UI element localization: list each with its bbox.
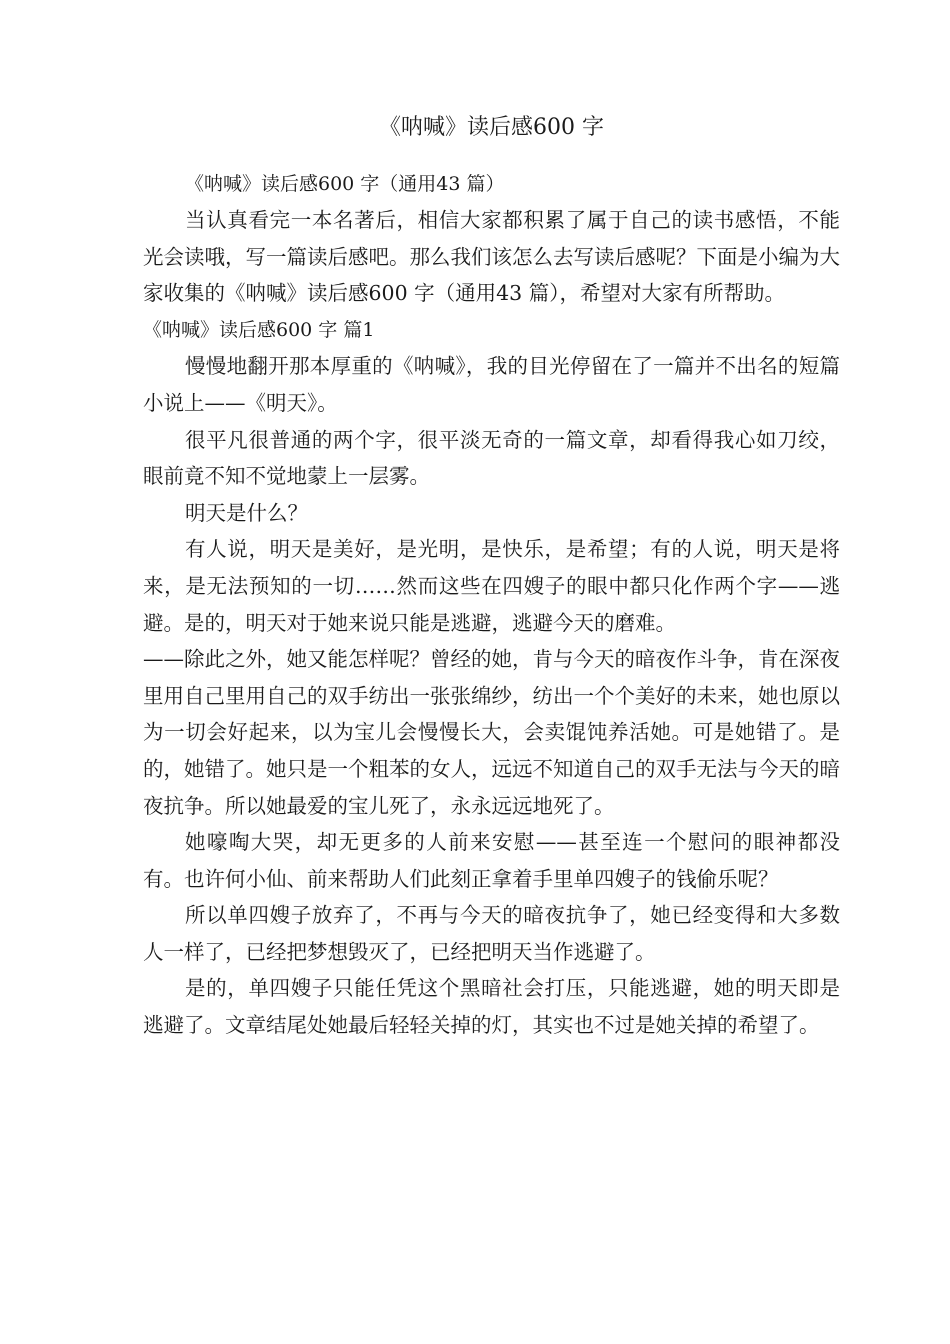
page-title: 《呐喊》读后感600 字 <box>379 115 604 140</box>
paragraph: 慢慢地翻开那本厚重的《呐喊》，我的目光停留在了一篇并不出名的短篇小说上——《明天》。 <box>143 354 840 415</box>
paragraph: 所以单四嫂子放弃了，不再与今天的暗夜抗争了，她已经变得和大多数人一样了，已经把梦想毁灭了，已经把明天当作逃避了。 <box>143 903 840 964</box>
paragraph: 她嚎啕大哭，却无更多的人前来安慰——甚至连一个慰问的眼神都没有。也许何小仙、前来帮助人们此刻正拿着手里单四嫂子的钱偷乐呢？ <box>143 830 840 891</box>
intro-paragraph: 当认真看完一本名著后，相信大家都积累了属于自己的读书感悟，不能光会读哦，写一篇读后感吧。那么我们该怎么去写读后感呢？下面是小编为大家收集的《呐喊》读后感600 字（通用43 篇），希望对大家有所帮助。 <box>143 208 840 306</box>
section-heading: 《呐喊》读后感600 字 篇1 <box>143 318 375 341</box>
paragraph: 明天是什么？ <box>185 500 308 525</box>
paragraph: 很平凡很普通的两个字，很平淡无奇的一篇文章，却看得我心如刀绞，眼前竟不知不觉地蒙上一层雾。 <box>143 427 840 489</box>
paragraph: ——除此之外，她又能怎样呢？曾经的她，肯与今天的暗夜作斗争，肯在深夜里用自己里用自己的双手纺出一张张绵纱，纺出一个个美好的未来，她也原以为一切会好起来，以为宝儿会慢慢长大，会卖馄饨养活她。可是她错了。是的，她错了。她只是一个粗苯的女人，远远不知道自己的双手无法与今天的暗夜抗争。所以她最爱的宝儿死了，永永远远地死了。 <box>143 647 840 818</box>
document-subtitle: 《呐喊》读后感600 字（通用43 篇） <box>185 173 505 195</box>
paragraph: 是的，单四嫂子只能任凭这个黑暗社会打压，只能逃避，她的明天即是逃避了。文章结尾处她最后轻轻关掉的灯，其实也不过是她关掉的希望了。 <box>143 976 840 1038</box>
paragraph: 有人说，明天是美好，是光明，是快乐，是希望；有的人说，明天是将来，是无法预知的一切……然而这些在四嫂子的眼中都只化作两个字——逃避。是的，明天对于她来说只能是逃避，逃避今天的磨难。 <box>143 537 840 635</box>
